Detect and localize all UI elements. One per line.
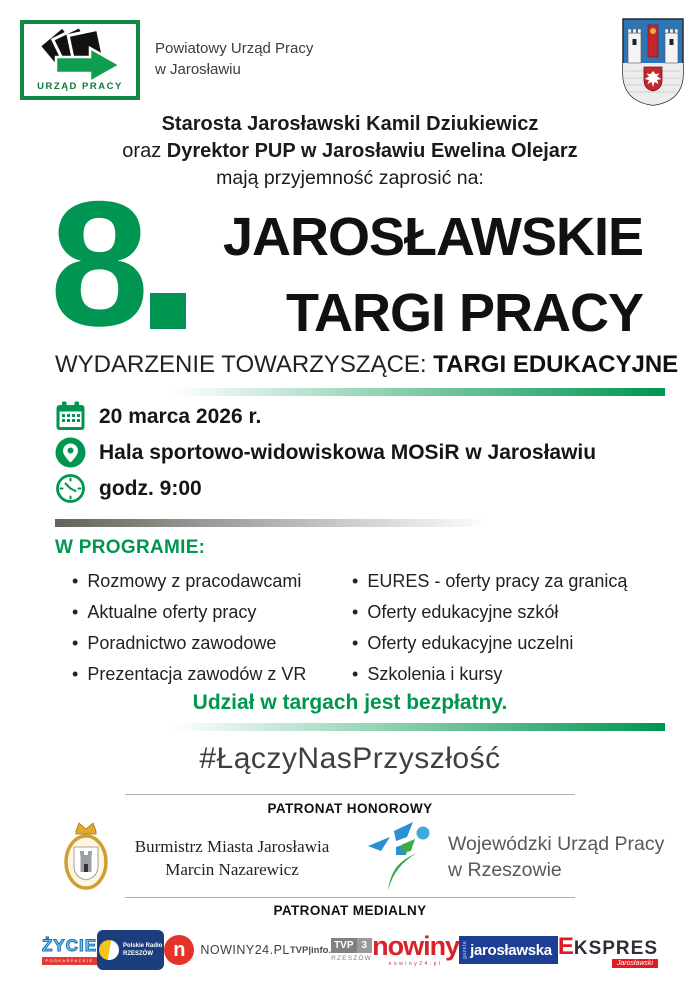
free-admission-note: Udział w targach jest bezpłatny. bbox=[192, 691, 508, 714]
ekspres-rest-letters: KSPRES bbox=[573, 937, 658, 959]
polskie-radio-rzeszow-logo bbox=[97, 930, 164, 970]
mayor-patron bbox=[112, 835, 352, 881]
wup-patron bbox=[448, 831, 664, 883]
gray-gradient-divider bbox=[55, 519, 490, 527]
event-time: godz. 9:00 bbox=[99, 476, 202, 500]
green-gradient-divider bbox=[170, 388, 665, 396]
tvp3-three-text: 3 bbox=[357, 938, 373, 953]
event-subtitle-regular: WYDARZENIE TOWARZYSZĄCE: bbox=[55, 351, 434, 378]
edition-number bbox=[50, 164, 186, 363]
event-location-row bbox=[55, 437, 596, 468]
event-date-row bbox=[55, 401, 261, 432]
program-item: • Aktualne oferty pracy bbox=[72, 597, 347, 628]
gazeta-vertical-text: gazeta bbox=[462, 940, 469, 959]
ekspres-first-letter: E bbox=[557, 932, 574, 960]
pup-logo-label: URZĄD PRACY bbox=[37, 81, 123, 92]
clock-icon bbox=[55, 473, 86, 504]
tvp3-box bbox=[331, 938, 372, 953]
jaroslawska-label: jarosławska bbox=[470, 941, 552, 959]
pup-logo bbox=[20, 20, 140, 100]
event-title-line2: TARGI PRACY bbox=[285, 283, 643, 343]
program-item: • Rozmowy z pracodawcami bbox=[72, 566, 347, 597]
tvp3-rzeszow-logo bbox=[331, 938, 372, 962]
event-subtitle-bold: TARGI EDUKACYJNE bbox=[433, 351, 679, 378]
program-item: • Oferty edukacyjne uczelni bbox=[352, 628, 657, 659]
program-item: • Szkolenia i kursy bbox=[352, 659, 657, 690]
jaroslaw-coat-of-arms-icon bbox=[621, 17, 685, 107]
wup-name-line2: w Rzeszowie bbox=[448, 859, 562, 881]
radio-logo-text bbox=[123, 942, 162, 958]
wup-rzeszow-logo-icon bbox=[360, 816, 440, 894]
program-item: • Prezentacja zawodów z VR bbox=[72, 659, 347, 690]
ekspres-wordmark bbox=[558, 933, 658, 961]
radio-logo-line2: RZESZÓW bbox=[123, 951, 153, 957]
event-title bbox=[175, 199, 643, 351]
radio-logo-line1: Polskie Radio bbox=[123, 943, 163, 949]
event-date: 20 marca 2026 r. bbox=[99, 404, 262, 428]
zycie-podkarpackie-logo bbox=[42, 936, 97, 965]
invitation-line2 bbox=[0, 140, 700, 163]
gazeta-jaroslawska-logo bbox=[459, 936, 558, 964]
organization-name-line1: Powiatowy Urząd Pracy bbox=[155, 40, 314, 57]
tvp3-tvp-text: TVP bbox=[331, 938, 356, 953]
honorary-patronage-heading: PATRONAT HONOROWY bbox=[267, 801, 433, 816]
media-patronage-heading: PATRONAT MEDIALNY bbox=[273, 903, 427, 918]
event-title-line1: JAROSŁAWSKIE bbox=[222, 207, 643, 267]
event-subtitle bbox=[55, 351, 678, 379]
nowiny-logo bbox=[372, 933, 459, 967]
wup-name-line1: Wojewódzki Urząd Pracy bbox=[448, 833, 665, 855]
invitation-line3: mają przyjemność zaprosić na: bbox=[216, 167, 484, 189]
city-coat-of-arms-icon bbox=[62, 820, 110, 890]
invitation-line2-bold: Dyrektor PUP w Jarosławiu Ewelina Olejarz bbox=[166, 140, 578, 162]
organization-name-line2: w Jarosławiu bbox=[155, 61, 241, 78]
green-gradient-divider bbox=[170, 723, 665, 731]
program-item: • EURES - oferty pracy za granicą bbox=[352, 566, 657, 597]
zycie-logo-banner: PODKARPACKIE bbox=[42, 957, 96, 965]
nowiny-label: nowiny bbox=[372, 931, 460, 961]
program-column-1 bbox=[72, 566, 347, 690]
zycie-logo-title: ŻYCIE bbox=[42, 935, 98, 955]
program-item: • Oferty edukacyjne szkół bbox=[352, 597, 657, 628]
ekspres-jaroslawski-logo bbox=[558, 933, 658, 968]
program-column-2 bbox=[352, 566, 657, 690]
radio-moon-icon bbox=[99, 940, 119, 960]
nowiny-sub-label: nowiny24.pl bbox=[388, 961, 443, 967]
media-logos-row bbox=[42, 924, 658, 976]
separator-line bbox=[125, 794, 575, 795]
calendar-icon bbox=[55, 401, 86, 432]
event-time-row bbox=[55, 473, 202, 504]
invitation-line2-regular: oraz bbox=[122, 140, 167, 162]
organization-name bbox=[155, 38, 313, 80]
tvp-info-logo: TVP|info. bbox=[289, 944, 332, 956]
event-location: Hala sportowo-widowiskowa MOSiR w Jarosławiu bbox=[99, 440, 597, 464]
location-pin-icon bbox=[55, 437, 86, 468]
nowiny24-label: NOWINY24.PL bbox=[200, 943, 290, 957]
invitation-line1: Starosta Jarosławski Kamil Dziukiewicz bbox=[161, 113, 539, 135]
nowiny24-n-icon: n bbox=[164, 935, 194, 965]
edition-number-digit: 8 bbox=[50, 164, 147, 363]
program-item: • Poradnictwo zawodowe bbox=[72, 628, 347, 659]
separator-line bbox=[125, 897, 575, 898]
program-heading: W PROGRAMIE: bbox=[55, 537, 206, 558]
tvp3-region-text: RZESZÓW bbox=[331, 955, 373, 962]
mayor-title: Burmistrz Miasta Jarosławia bbox=[134, 837, 330, 856]
nowiny24-logo bbox=[164, 935, 290, 965]
mayor-name: Marcin Nazarewicz bbox=[165, 860, 299, 879]
event-hashtag: #ŁączyNasPrzyszłość bbox=[199, 742, 501, 775]
ekspres-sub-banner: Jarosławski bbox=[612, 959, 658, 968]
